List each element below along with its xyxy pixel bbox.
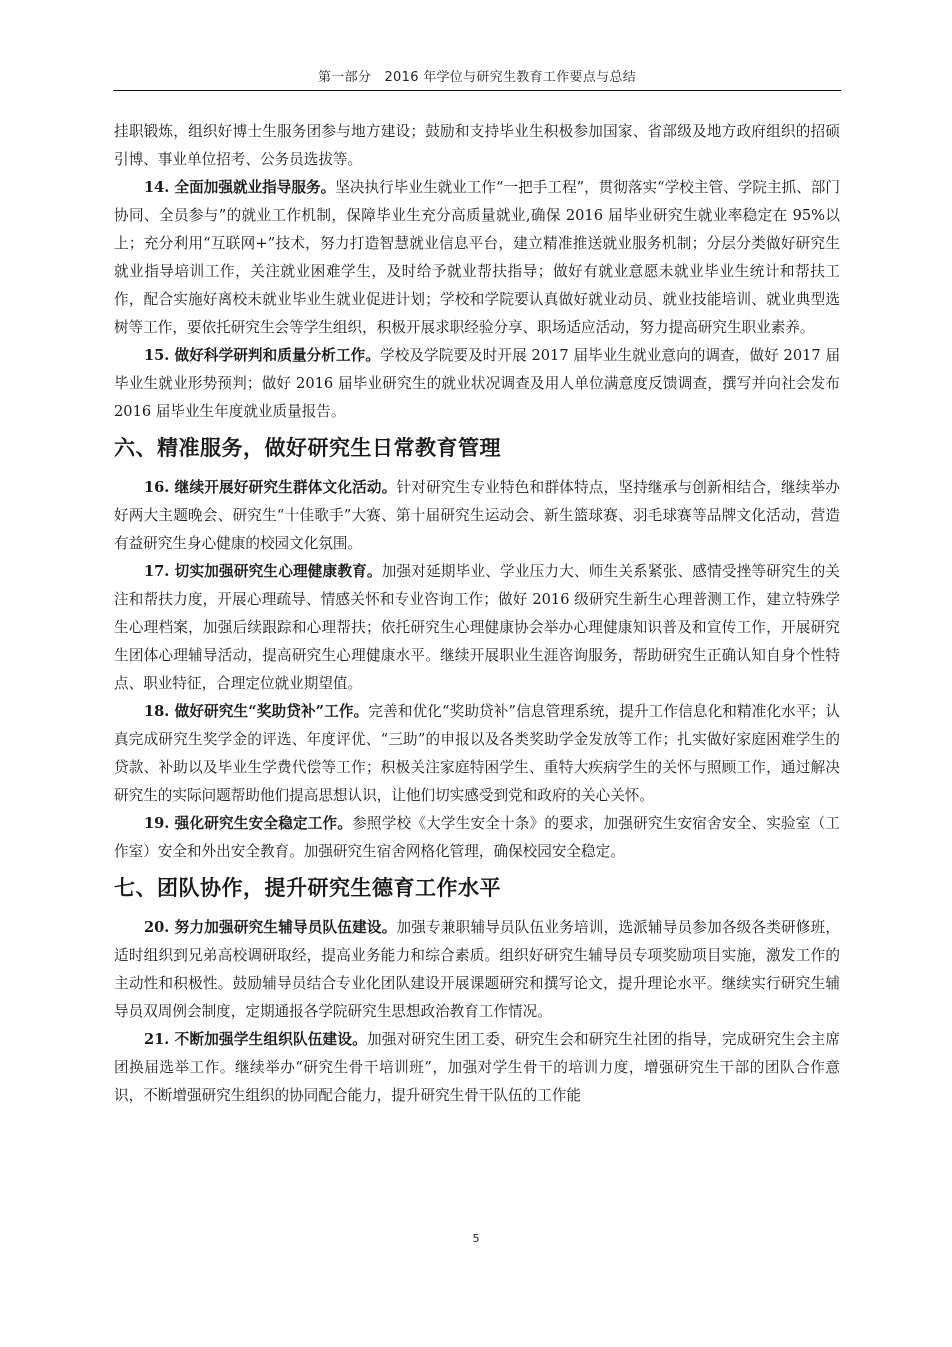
item-20-heading: 20. 努力加强研究生辅导员队伍建设。: [144, 919, 397, 936]
item-19-text: 参照学校《大学生安全十条》的要求，加强研究生安宿舍安全、实验室（工作室）安全和外出安全教育。加强研究生宿舍网格化管理，确保校园安全稳定。: [114, 815, 840, 860]
paragraph-item-16: [114, 474, 840, 558]
paragraph-continued: 挂职锻炼，组织好博士生服务团参与地方建设；鼓励和支持毕业生积极参加国家、省部级及地方政府组织的招硕引博、事业单位招考、公务员选拔等。: [114, 123, 840, 168]
paragraph-item-20: [114, 914, 840, 1026]
item-21-text: 加强对研究生团工委、研究生会和研究生社团的指导，完成研究生会主席团换届选举工作。继续举办“研究生骨干培训班”，加强对学生骨干的培训力度，增强研究生干部的团队合作意识，不断增强研究生组织的协同配合能力，提升研究生骨干队伍的工作能: [114, 1031, 840, 1104]
page-body: [114, 118, 840, 1110]
item-18-heading: 18. 做好研究生“奖助贷补”工作。: [144, 703, 369, 720]
item-16-heading: 16. 继续开展好研究生群体文化活动。: [144, 479, 397, 496]
section-heading-7: 七、团队协作，提升研究生德育工作水平: [114, 876, 501, 900]
item-19-heading: 19. 强化研究生安全稳定工作。: [144, 815, 353, 832]
paragraph-item-17: [114, 558, 840, 698]
item-14-text: 坚决执行毕业生就业工作“一把手工程”，贯彻落实“学校主管、学院主抓、部门协同、全员参与”的就业工作机制，保障毕业生充分高质量就业,确保 2016 届毕业研究生就业率稳定在 95%以上；充分利用“互联网+”技术，努力打造智慧就业信息平台，建立精准推送就业服务机制；分层分类做好研究生就业指导培训工作，关注就业困难学生，及时给予就业帮扶指导；做好有就业意愿未就业毕业生统计和帮扶工作，配合实施好离校未就业毕业生就业促进计划；学校和学院要认真做好就业动员、就业技能培训、就业典型选树等工作，要依托研究生会等学生组织，积极开展求职经验分享、职场适应活动，努力提高研究生职业素养。: [114, 179, 840, 336]
paragraph-item-19: [114, 810, 840, 866]
paragraph-item-14: [114, 174, 840, 342]
page-number: 5: [472, 1232, 480, 1245]
item-15-text: 学校及学院要及时开展 2017 届毕业生就业意向的调查，做好 2017 届毕业生就业形势预判；做好 2016 届毕业研究生的就业状况调查及用人单位满意度反馈调查，撰写并向社会发布 2016 届毕业生年度就业质量报告。: [114, 347, 840, 420]
item-16-text: 针对研究生专业特色和群体特点，坚持继承与创新相结合，继续举办好两大主题晚会、研究生“十佳歌手”大赛、第十届研究生运动会、新生篮球赛、羽毛球赛等品牌文化活动，营造有益研究生身心健康的校园文化氛围。: [114, 479, 840, 552]
paragraph-item-21: [114, 1026, 840, 1110]
header-rule: [113, 90, 841, 91]
item-21-heading: 21. 不断加强学生组织队伍建设。: [144, 1031, 367, 1048]
item-18-text: 完善和优化“奖助贷补”信息管理系统，提升工作信息化和精准化水平；认真完成研究生奖学金的评选、年度评优、“三助”的申报以及各类奖助学金发放等工作；扎实做好家庭困难学生的贷款、补助以及毕业生学费代偿等工作；积极关注家庭特困学生、重特大疾病学生的关怀与照顾工作，通过解决研究生的实际问题帮助他们提高思想认识，让他们切实感受到党和政府的关心关怀。: [114, 703, 840, 804]
item-17-heading: 17. 切实加强研究生心理健康教育。: [144, 563, 382, 580]
item-20-text: 加强专兼职辅导员队伍业务培训，选派辅导员参加各级各类研修班，适时组织到兄弟高校调研取经，提高业务能力和综合素质。组织好研究生辅导员专项奖励项目实施，激发工作的主动性和积极性。鼓励辅导员结合专业化团队建设开展课题研究和撰写论文，提升理论水平。继续实行研究生辅导员双周例会制度，定期通报各学院研究生思想政治教育工作情况。: [114, 919, 840, 1020]
item-17-text: 加强对延期毕业、学业压力大、师生关系紧张、感情受挫等研究生的关注和帮扶力度，开展心理疏导、情感关怀和专业咨询工作；做好 2016 级研究生新生心理普测工作，建立特殊学生心理档案，加强后续跟踪和心理帮扶；依托研究生心理健康协会举办心理健康知识普及和宣传工作，开展研究生团体心理辅导活动，提高研究生心理健康水平。继续开展职业生涯咨询服务，帮助研究生正确认知自身个性特点、职业特征，合理定位就业期望值。: [114, 563, 840, 692]
section-heading-6: 六、精准服务，做好研究生日常教育管理: [114, 436, 501, 460]
paragraph-item-15: [114, 342, 840, 426]
item-14-heading: 14. 全面加强就业指导服务。: [144, 179, 336, 196]
running-header: 第一部分 2016 年学位与研究生教育工作要点与总结: [317, 70, 637, 85]
item-15-heading: 15. 做好科学研判和质量分析工作。: [144, 347, 381, 364]
paragraph-item-18: [114, 698, 840, 810]
